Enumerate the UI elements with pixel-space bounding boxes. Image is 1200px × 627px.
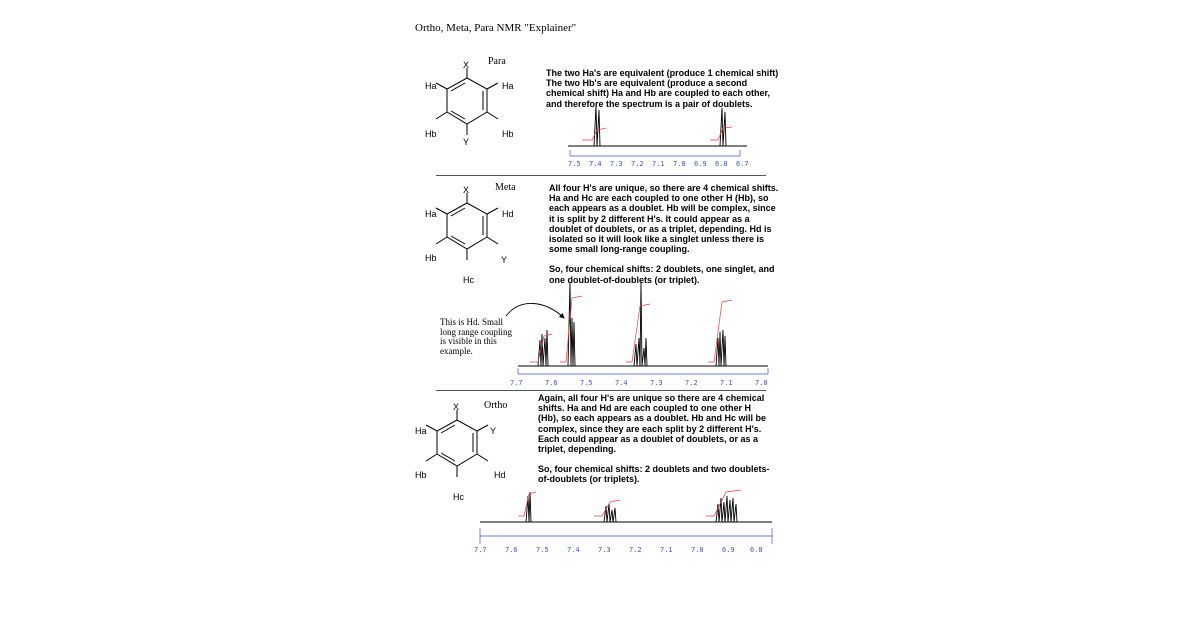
ortho-tick: 7.0 [691, 546, 704, 554]
meta-label: Meta [495, 182, 516, 193]
meta-benzene-structure [420, 183, 530, 293]
para-h-right-bottom: Hb [502, 129, 514, 139]
ortho-paragraph-2: So, four chemical shifts: 2 doublets and two doublets-of-doublets (or triplets). [538, 464, 770, 485]
meta-description [549, 183, 781, 285]
meta-nmr-spectrum [500, 278, 780, 390]
ortho-tick: 7.3 [598, 546, 611, 554]
para-nmr-spectrum [560, 100, 755, 172]
section-divider-1 [436, 175, 766, 176]
para-substituent-y: Y [463, 137, 470, 147]
meta-paragraph-2: So, four chemical shifts: 2 doublets, one singlet, and one doublet-of-doublets (or triplet). [549, 264, 775, 285]
meta-note-arrow [506, 303, 564, 318]
meta-h-bottom: Hc [463, 275, 474, 285]
para-axis-ticks [568, 160, 749, 168]
para-tick: 6.9 [694, 160, 707, 168]
ortho-description [538, 393, 773, 485]
para-tick: 7.0 [673, 160, 686, 168]
ortho-tick: 6.8 [750, 546, 763, 554]
ortho-substituent-y: Y [490, 426, 497, 436]
ortho-label: Ortho [484, 400, 508, 411]
para-h-left-top: Ha [425, 81, 437, 91]
para-benzene-structure [420, 58, 530, 168]
meta-tick: 7.1 [720, 379, 733, 387]
para-h-right-top: Ha [502, 81, 514, 91]
ortho-axis-ticks [474, 546, 763, 554]
meta-h-left-top: Ha [425, 209, 437, 219]
para-tick: 6.8 [715, 160, 728, 168]
ortho-substituent-x: X [453, 402, 460, 412]
ortho-tick: 7.7 [474, 546, 487, 554]
para-tick: 7.3 [610, 160, 623, 168]
ortho-tick: 7.6 [505, 546, 518, 554]
meta-tick: 7.5 [580, 379, 593, 387]
meta-tick: 7.7 [510, 379, 523, 387]
meta-tick: 7.4 [615, 379, 628, 387]
para-label: Para [488, 56, 506, 67]
meta-substituent-y: Y [501, 255, 508, 265]
meta-axis-ticks [510, 379, 768, 387]
ortho-tick: 7.1 [660, 546, 673, 554]
para-paragraph-1: The two Ha's are equivalent (produce 1 chemical shift) The two Hb's are equivalent (produce a second chemical shift) Ha and Hb are coupled to each other, and therefore the spectrum is a pair of doublets. [546, 68, 779, 109]
ortho-tick: 7.5 [536, 546, 549, 554]
meta-paragraph-1: All four H's are unique, so there are 4 chemical shifts. Ha and Hc are each coupled to one other H (Hb), so each appears as a doublet. Hb will be complex, since it is split by 2 different H's. It could appear as a doublet of doublets, or as a triplet, depending. Hd is isolated so it will look like a singlet unless there is some small long-range coupling. [549, 183, 779, 255]
meta-h-right-top: Hd [502, 209, 514, 219]
ortho-nmr-spectrum [466, 484, 786, 584]
para-h-left-bottom: Hb [425, 129, 437, 139]
meta-tick: 7.6 [545, 379, 558, 387]
meta-tick: 7.2 [685, 379, 698, 387]
ortho-h-right-bottom: Hd [494, 470, 506, 480]
meta-h-left-bottom: Hb [425, 253, 437, 263]
ortho-h-bottom: Hc [453, 492, 464, 502]
para-tick: 6.7 [736, 160, 749, 168]
ortho-h-left-top: Ha [415, 426, 427, 436]
ortho-paragraph-1: Again, all four H's are unique so there are 4 chemical shifts. Ha and Hd are each coupled to one other H (Hb), so each appears as a doublet. Hb and Hc will be complex, since they are each split by 2 different H's. Each could appear as a doublet of doublets, or as a triplet, depending. [538, 393, 767, 455]
meta-tick: 7.3 [650, 379, 663, 387]
ortho-tick: 7.4 [567, 546, 580, 554]
ortho-tick: 7.2 [629, 546, 642, 554]
page-title: Ortho, Meta, Para NMR "Explainer" [415, 22, 577, 34]
meta-tick: 7.0 [755, 379, 768, 387]
ortho-tick: 6.9 [722, 546, 735, 554]
para-tick: 7.4 [589, 160, 602, 168]
section-divider-2 [436, 390, 766, 391]
para-tick: 7.2 [631, 160, 644, 168]
para-tick: 7.1 [652, 160, 665, 168]
meta-hd-note: This is Hd. Small long range coupling is visible in this example. [440, 317, 512, 356]
para-substituent-x: X [463, 60, 470, 70]
para-tick: 7.5 [568, 160, 581, 168]
meta-substituent-x: X [463, 185, 470, 195]
ortho-h-left-bottom: Hb [415, 470, 427, 480]
